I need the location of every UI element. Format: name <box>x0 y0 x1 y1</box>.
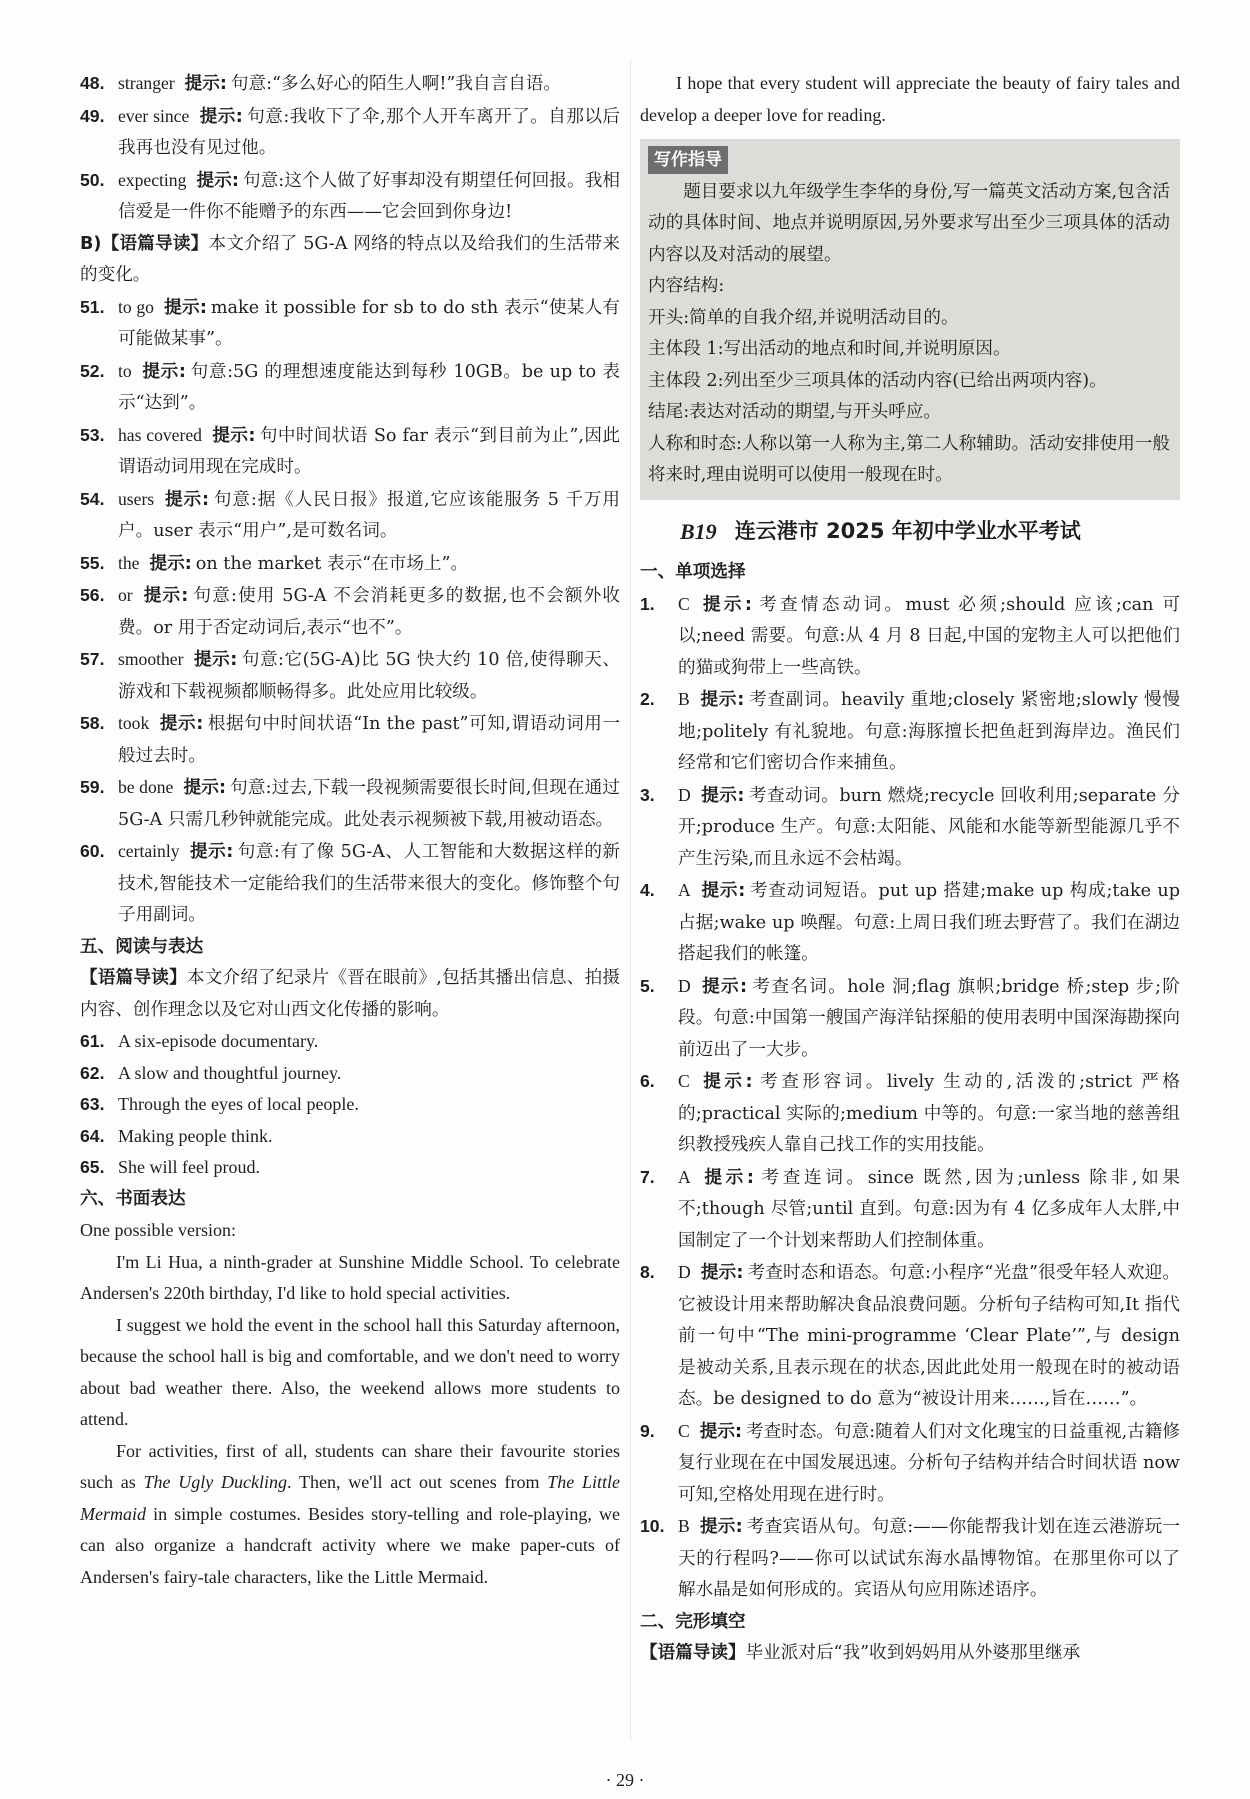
answer-item-64 <box>80 1121 620 1153</box>
item-explanation: 句意:我收下了伞,那个人开车离开了。自那以后我再也没有见过他。 <box>118 106 620 158</box>
item-number: 1. <box>640 593 655 614</box>
book-title: The Little Mermaid <box>80 1472 621 1524</box>
guide-line: 开头:简单的自我介绍,并说明活动目的。 <box>648 307 959 328</box>
answer-item-58 <box>80 708 620 772</box>
answer-item-59 <box>80 772 620 836</box>
item-answer: Through the eyes of local people. <box>118 1094 359 1114</box>
item-number: 58. <box>80 713 105 733</box>
answer-item-57 <box>80 644 620 708</box>
item-number: 52. <box>80 360 105 381</box>
writing-guide-box <box>640 139 1180 500</box>
guide-text: 本文介绍了纪录片《晋在眼前》,包括其播出信息、拍摄内容、创作理念以及它对山西文化传播的影响。 <box>80 968 620 1020</box>
item-answer: C <box>678 593 690 614</box>
answer-item-10 <box>640 1511 1180 1607</box>
item-explanation: 根据句中时间状语“In the past”可知,谓语动词用一般过去时。 <box>118 714 620 766</box>
item-answer: A <box>678 880 691 900</box>
item-explanation: 句意:“多么好心的陌生人啊!”我自言自语。 <box>230 74 561 94</box>
item-answer: the <box>118 552 140 573</box>
item-answer: B <box>678 1516 690 1536</box>
answer-item-56 <box>80 580 620 644</box>
hint-label: 提示: <box>211 425 256 446</box>
guide-label: 【语篇导读】 <box>640 1643 746 1663</box>
item-explanation: on the market 表示“在市场上”。 <box>195 553 469 574</box>
item-answer: She will feel proud. <box>118 1157 260 1177</box>
hint-label: 提示: <box>700 785 745 806</box>
hint-label: 提示: <box>699 594 752 615</box>
guide-line: 题目要求以九年级学生李华的身份,写一篇英文活动方案,包含活动的具体时间、地点并说明原因,另外要求写出至少三项具体的活动内容以及对活动的展望。 <box>648 181 1170 265</box>
essay-paragraph-3 <box>80 1436 620 1594</box>
book-title: The Ugly Duckling <box>143 1472 288 1492</box>
answer-item-49 <box>80 101 620 165</box>
page-number: · 29 · <box>605 1770 645 1790</box>
answer-item-3 <box>640 780 1180 876</box>
item-number: 54. <box>80 488 105 509</box>
item-answer: A <box>678 1166 691 1187</box>
section-heading-5: 五、阅读与表达 <box>80 936 204 957</box>
hint-label: 提示: <box>700 976 748 997</box>
hint-label: 提示: <box>163 297 207 318</box>
item-number: 5. <box>640 975 655 996</box>
item-explanation: 考查连词。since 既然,因为;unless 除非,如果不;though 尽管;until 直到。句意:因为有 4 亿多成年人太胖,中国制定了一个计划来帮助人们控制体重。 <box>678 1167 1180 1251</box>
item-number: 56. <box>80 585 105 605</box>
answer-item-2 <box>640 684 1180 780</box>
item-answer: certainly <box>118 841 180 861</box>
hint-label: 提示: <box>142 586 189 606</box>
essay-paragraph-2: I suggest we hold the event in the school hall this Saturday afternoon, because the school hall is big and comfortable, and we don't need to worry about bad weather there. Also, the weekend allows more students to attend. <box>80 1314 620 1429</box>
passage-guide-b <box>80 229 620 292</box>
essay-paragraph-4: I hope that every student will appreciate the beauty of fairy tales and develop a deeper love for reading. <box>640 73 1180 125</box>
answer-item-7 <box>640 1162 1180 1258</box>
item-number: 8. <box>640 1262 655 1282</box>
hint-label: 提示: <box>184 74 227 94</box>
guide-line: 结尾:表达对活动的期望,与开头呼应。 <box>648 402 942 422</box>
item-number: 2. <box>640 689 655 709</box>
guide-line: 人称和时态:人称以第一人称为主,第二人称辅助。活动安排使用一般将来时,理由说明可以使用一般现在时。 <box>648 433 1170 485</box>
item-explanation: 句意:这个人做了好事却没有期望任何回报。我相信爱是一件你不能赠予的东西——它会回到你身边! <box>118 170 620 222</box>
item-explanation: 句中时间状语 So far 表示“到目前为止”,因此谓语动词用现在完成时。 <box>118 425 621 477</box>
item-number: 64. <box>80 1125 105 1146</box>
answer-item-52 <box>80 356 620 420</box>
item-explanation: 考查动词短语。put up 搭建;make up 构成;take up 占据;wake up 唤醒。句意:上周日我们班去野营了。我们在湖边搭起我们的帐篷。 <box>678 881 1180 964</box>
item-answer: Making people think. <box>118 1125 273 1146</box>
item-explanation: make it possible for sb to do sth 表示“使某人有可能做某事”。 <box>118 297 620 349</box>
answer-item-48 <box>80 68 620 101</box>
guide-line: 内容结构: <box>648 276 725 296</box>
item-number: 6. <box>640 1071 655 1091</box>
item-explanation: 句意:它(5G-A)比 5G 快大约 10 倍,使得聊天、游戏和下载视频都顺畅得多。此处应用比较级。 <box>118 650 620 702</box>
item-explanation: 句意:使用 5G-A 不会消耗更多的数据,也不会额外收费。or 用于否定动词后,表示“也不”。 <box>118 586 620 638</box>
hint-label: 提示: <box>700 1167 754 1188</box>
item-number: 53. <box>80 424 105 445</box>
item-answer: or <box>118 585 133 605</box>
guide-line: 主体段 2:列出至少三项具体的活动内容(已给出两项内容)。 <box>648 370 1107 391</box>
exam-tag: B19 <box>680 518 717 544</box>
item-answer: expecting <box>118 169 187 190</box>
right-column <box>640 68 1180 1670</box>
hint-label: 提示: <box>141 361 186 382</box>
essay-text: . Then, we'll act out scenes from <box>287 1472 548 1492</box>
item-number: 51. <box>80 296 105 317</box>
item-explanation: 考查副词。heavily 重地;closely 紧密地;slowly 慢慢地;politely 有礼貌地。句意:海豚擅长把鱼赶到海岸边。渔民们经常和它们密切合作来捕鱼。 <box>678 690 1180 773</box>
item-answer: D <box>678 784 691 805</box>
answer-item-1 <box>640 589 1180 685</box>
section-heading-1: 一、单项选择 <box>640 562 746 582</box>
answer-item-54 <box>80 484 620 548</box>
item-explanation: 考查名词。hole 洞;flag 旗帜;bridge 桥;step 步;阶段。句意:中国第一艘国产海洋钻探船的使用表明中国深海勘探向前迈出了一大步。 <box>678 976 1180 1060</box>
hint-label: 提示: <box>183 778 227 798</box>
essay-text: in simple costumes. Besides story-telling and role-playing, we can also organize a handcraft activity where we make paper-cuts of Andersen's fairy-tale characters, like the Little Mermaid. <box>80 1503 620 1587</box>
item-number: 60. <box>80 841 105 861</box>
hint-label: 提示: <box>699 1072 753 1092</box>
answer-item-4 <box>640 875 1180 971</box>
answer-item-63 <box>80 1089 620 1121</box>
answer-item-55 <box>80 548 620 581</box>
passage-guide-5 <box>80 963 620 1026</box>
hint-label: 提示: <box>164 489 210 510</box>
guide-line: 主体段 1:写出活动的地点和时间,并说明原因。 <box>648 339 1011 359</box>
writing-guide-label: 写作指导 <box>648 146 728 174</box>
hint-label: 提示: <box>159 714 204 734</box>
hint-label: 提示: <box>193 650 238 670</box>
item-number: 57. <box>80 649 105 669</box>
item-answer: has covered <box>118 424 202 445</box>
item-number: 63. <box>80 1094 105 1114</box>
item-explanation: 考查时态。句意:随着人们对文化瑰宝的日益重视,古籍修复行业现在在中国发展迅速。分析句子结构并结合时间状语 now 可知,空格处用现在进行时。 <box>678 1421 1180 1505</box>
item-explanation: 句意:据《人民日报》报道,它应该能服务 5 千万用户。user 表示“用户”,是可数名词。 <box>118 489 620 541</box>
item-answer: D <box>678 1262 691 1282</box>
hint-label: 提示: <box>700 881 746 901</box>
answer-item-6 <box>640 1066 1180 1162</box>
item-explanation: 句意:有了像 5G-A、人工智能和大数据这样的新技术,智能技术一定能给我们的生活带来很大的变化。修饰整个句子用副词。 <box>118 842 620 925</box>
item-answer: A six-episode documentary. <box>118 1031 319 1051</box>
section-heading-2: 二、完形填空 <box>640 1611 746 1632</box>
item-answer: users <box>118 488 155 509</box>
answer-item-61 <box>80 1026 620 1058</box>
exam-heading <box>640 516 1180 548</box>
answer-item-51 <box>80 292 620 356</box>
item-answer: to <box>118 360 132 381</box>
item-explanation: 句意:过去,下载一段视频需要很长时间,但现在通过 5G-A 只需几秒钟就能完成。此处表示视频被下载,用被动语态。 <box>118 778 620 830</box>
hint-label: 提示: <box>189 842 234 862</box>
guide-text: 毕业派对后“我”收到妈妈用从外婆那里继承 <box>745 1643 1081 1663</box>
item-number: 4. <box>640 880 655 900</box>
column-divider <box>630 60 631 1740</box>
guide-label: 【语篇导读】 <box>80 968 187 988</box>
hint-label: 提示: <box>199 106 243 127</box>
item-answer: C <box>678 1420 690 1441</box>
item-answer: took <box>118 713 150 733</box>
item-number: 10. <box>640 1516 665 1536</box>
item-explanation: 句意:5G 的理想速度能达到每秒 10GB。be up to 表示“达到”。 <box>118 361 620 413</box>
hint-label: 提示: <box>149 553 192 574</box>
hint-label: 提示: <box>699 690 745 710</box>
item-number: 55. <box>80 552 105 573</box>
exam-title: 连云港市 2025 年初中学业水平考试 <box>734 518 1081 543</box>
item-explanation: 考查情态动词。must 必须;should 应该;can 可以;need 需要。句意:从 4 月 8 日起,中国的宠物主人可以把他们的猫或狗带上一些高铁。 <box>678 594 1180 678</box>
item-explanation: 考查动词。burn 燃烧;recycle 回收利用;separate 分开;produce 生产。句意:太阳能、风能和水能等新型能源几乎不产生污染,而且永远不会枯竭。 <box>678 785 1180 869</box>
guide-label: B)【语篇导读】 <box>80 233 209 254</box>
answer-item-5 <box>640 971 1180 1067</box>
item-answer: to go <box>118 296 154 317</box>
item-answer: A slow and thoughtful journey. <box>118 1062 342 1083</box>
item-answer: C <box>678 1071 690 1091</box>
left-column <box>80 68 620 1593</box>
hint-label: 提示: <box>699 1517 743 1537</box>
item-answer: D <box>678 975 691 996</box>
item-number: 65. <box>80 1157 105 1177</box>
guide-text: 本文介绍了 5G-A 网络的特点以及给我们的生活带来的变化。 <box>80 233 620 285</box>
answer-item-62 <box>80 1058 620 1090</box>
item-number: 49. <box>80 105 105 126</box>
item-explanation: 考查形容词。lively 生动的,活泼的;strict 严格的;practical 实际的;medium 中等的。句意:一家当地的慈善组织教授残疾人靠自己找工作的实用技能。 <box>678 1072 1180 1155</box>
item-answer: smoother <box>118 649 184 669</box>
answer-item-65 <box>80 1152 620 1184</box>
hint-label: 提示: <box>196 170 239 191</box>
item-number: 59. <box>80 777 105 797</box>
item-number: 3. <box>640 784 655 805</box>
item-number: 7. <box>640 1166 655 1187</box>
answer-item-53 <box>80 420 620 484</box>
answer-item-50 <box>80 165 620 229</box>
item-answer: be done <box>118 777 174 797</box>
hint-label: 提示: <box>700 1263 744 1283</box>
item-answer: B <box>678 689 690 709</box>
item-number: 62. <box>80 1062 105 1083</box>
item-answer: stranger <box>118 73 175 93</box>
answer-item-8 <box>640 1257 1180 1416</box>
item-answer: ever since <box>118 105 190 126</box>
item-number: 9. <box>640 1420 655 1441</box>
item-explanation: 考查时态和语态。句意:小程序“光盘”很受年轻人欢迎。它被设计用来帮助解决食品浪费问题。分析句子结构可知,It 指代前一句中“The mini-programme ‘Clear Plate’”,与 design 是被动关系,且表示现在的状态,因此此处用一般现在时的被动语态。be designed to do 意为“被设计用来……,旨在……”。 <box>678 1263 1180 1409</box>
item-number: 48. <box>80 73 105 93</box>
hint-label: 提示: <box>699 1421 742 1442</box>
item-number: 50. <box>80 169 105 190</box>
item-number: 61. <box>80 1031 105 1051</box>
essay-text: For activities, first of all, students can share their favourite stories such as <box>80 1440 620 1492</box>
answer-item-60 <box>80 836 620 932</box>
version-label: One possible version: <box>80 1220 236 1240</box>
section-heading-6: 六、书面表达 <box>80 1188 186 1209</box>
passage-guide-2 <box>640 1638 1180 1670</box>
essay-paragraph-1: I'm Li Hua, a ninth-grader at Sunshine Middle School. To celebrate Andersen's 220th birthday, I'd like to hold special activities. <box>80 1251 620 1303</box>
item-explanation: 考查宾语从句。句意:——你能帮我计划在连云港游玩一天的行程吗?——你可以试试东海水晶博物馆。在那里你可以了解水晶是如何形成的。宾语从句应用陈述语序。 <box>678 1517 1180 1600</box>
answer-item-9 <box>640 1416 1180 1512</box>
